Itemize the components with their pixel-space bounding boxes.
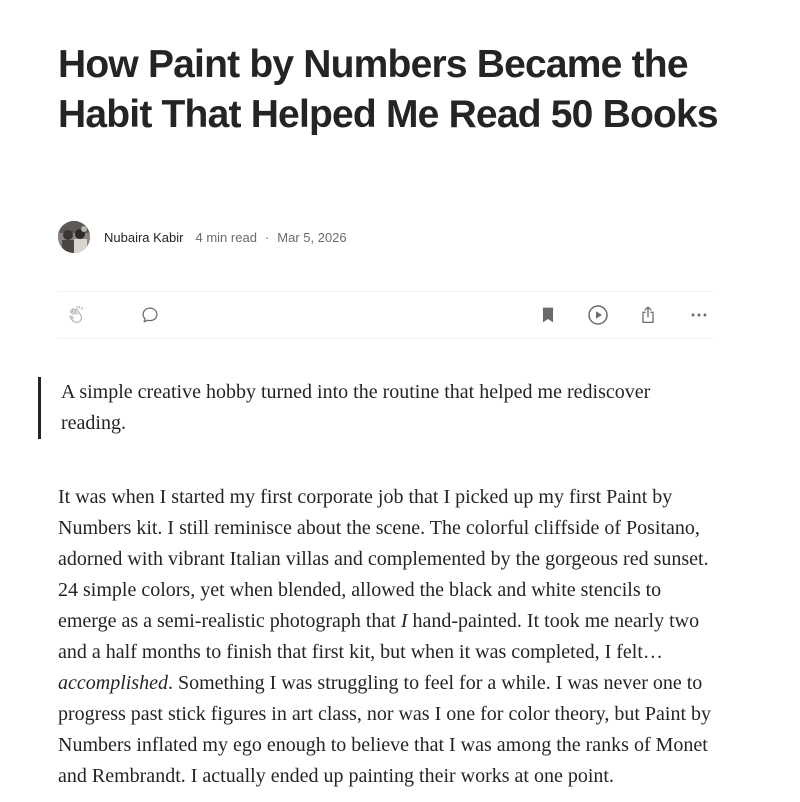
comment-button[interactable] [136,292,164,338]
clap-icon [66,304,88,326]
bookmark-button[interactable] [534,292,562,338]
article-subtitle: A simple creative hobby turned into the routine that helped me rediscover reading. [61,381,651,434]
article-paragraph [58,482,718,792]
bookmark-icon [537,304,559,326]
read-time: 4 min read [195,229,257,245]
more-button[interactable] [685,292,713,338]
paragraph-emphasis: accomplished [58,672,168,694]
author-name[interactable]: Nubaira Kabir [104,229,184,245]
paragraph-text: . Something I was struggling to feel for a while. I was never one to progress past stick figures in art class, nor was I one for color theory, but Paint by Numbers inflated my ego enough to believe that I was among the ranks of Monet and Rembrandt. I actually ended up painting their works at one point. [58,672,711,787]
comment-icon [139,304,161,326]
paragraph-text: It was when I started my first corporate job that I picked up my first Paint by Numbers kit. I still reminisce about the scene. The colorful cliffside of Positano, adorned with vibrant Italian villas and complemented by the gorgeous red sunset. 24 simple colors, yet when blended, allowed the black and white stencils to emerge as a semi-realistic photograph that [58,486,709,632]
publish-date: Mar 5, 2026 [277,229,347,245]
article-title: How Paint by Numbers Became the Habit That Helped Me Read 50 Books [58,43,718,136]
action-bar [58,291,714,339]
clap-button[interactable] [63,292,91,338]
author-avatar[interactable] [58,221,90,253]
byline [58,221,347,253]
paragraph-text: hand-painted. It took me nearly two and a half months to finish that first kit, but when it was completed, I felt… [58,610,700,663]
share-icon [637,304,659,326]
meta-separator: · [264,229,270,245]
listen-button[interactable] [584,292,612,338]
article [58,40,718,787]
share-button[interactable] [634,292,662,338]
avatar-image-icon [58,221,90,253]
more-icon [688,304,710,326]
paragraph-emphasis: I [400,610,408,632]
subtitle-quote [38,377,718,439]
play-icon [586,303,610,327]
